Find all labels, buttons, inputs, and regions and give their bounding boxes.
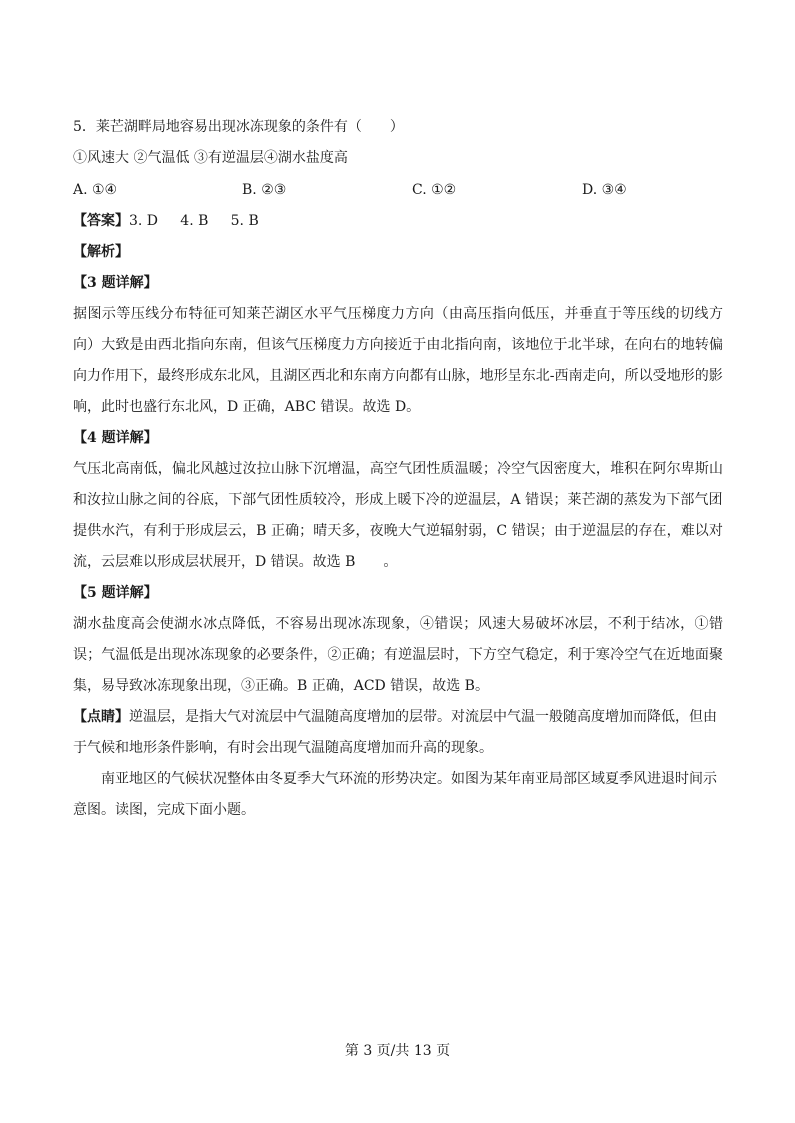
answer-line	[73, 212, 259, 230]
option-d: D. ③④	[582, 182, 627, 198]
question-5-stem: 5．莱芒湖畔局地容易出现冰冻现象的条件有（ ）	[73, 119, 404, 135]
answer-label: 【答案】	[73, 213, 129, 229]
q5-line-1: 湖水盐度高会使湖水冰点降低，不容易出现冰冻现象，④错误；风速大易破坏冰层，不利于结冰，①错	[73, 616, 724, 632]
page-footer: 第 3 页/共 13 页	[344, 1043, 451, 1059]
q4-line-3: 提供水汽，有利于形成层云，B 正确；晴天多，夜晚大气逆辐射弱，C 错误；由于逆温层的存在，难以对	[73, 523, 723, 539]
q3-line-2: 向）大致是由西北指向东南，但该气压梯度力方向接近于由北指向南，该地位于北半球，在向右的地转偏	[73, 337, 724, 353]
q5-line-2: 误；气温低是出现冰冻现象的必要条件，②正确；有逆温层时，下方空气稳定，利于寒冷空气在近地面聚	[73, 647, 724, 663]
q5-line-3: 集，易导致冰冻现象出现，③正确。B 正确，ACD 错误，故选 B。	[73, 678, 489, 694]
highlight-label: 【点睛】	[73, 709, 129, 725]
intro-line-1: 南亚地区的气候状况整体由冬夏季大气环流的形势决定。如图为某年南亚局部区域夏季风进退时间示	[73, 771, 717, 787]
q3-heading: 【3 题详解】	[73, 275, 158, 291]
q4-line-1: 气压北高南低，偏北风越过汝拉山脉下沉增温，高空气团性质温暖；冷空气因密度大，堆积在阿尔卑斯山	[73, 461, 724, 477]
option-a: A. ①④	[73, 182, 118, 198]
q4-line-4: 流，云层难以形成层状展开，D 错误。故选 B 。	[73, 554, 398, 570]
q5-heading: 【5 题详解】	[73, 585, 158, 601]
q4-heading: 【4 题详解】	[73, 430, 158, 446]
option-b: B. ②③	[242, 182, 287, 198]
highlight-line-1	[73, 708, 717, 726]
intro-line-2: 意图。读图，完成下面小题。	[73, 802, 255, 818]
question-5-conditions: ①风速大 ②气温低 ③有逆温层④湖水盐度高	[73, 150, 348, 166]
q3-line-4: 响，此时也盛行东北风，D 正确，ABC 错误。故选 D。	[73, 399, 421, 415]
q4-line-2: 和汝拉山脉之间的谷底，下部气团性质较冷，形成上暖下冷的逆温层，A 错误；莱芒湖的蒸发为下部气团	[73, 492, 723, 508]
q3-line-3: 向力作用下，最终形成东北风，且湖区西北和东南方向都有山脉，地形呈东北-西南走向，所以受地形的影	[73, 368, 723, 384]
q3-line-1: 据图示等压线分布特征可知莱芒湖区水平气压梯度力方向（由高压指向低压，并垂直于等压线的切线方	[73, 306, 724, 322]
highlight-text-1: 逆温层，是指大气对流层中气温随高度增加的层带。对流层中气温一般随高度增加而降低，但由	[129, 709, 717, 725]
option-c: C. ①②	[412, 182, 457, 198]
highlight-line-2: 于气候和地形条件影响，有时会出现气温随高度增加而升高的现象。	[73, 740, 493, 756]
answer-text: 3. D 4. B 5. B	[129, 213, 259, 229]
analysis-label: 【解析】	[73, 244, 129, 260]
